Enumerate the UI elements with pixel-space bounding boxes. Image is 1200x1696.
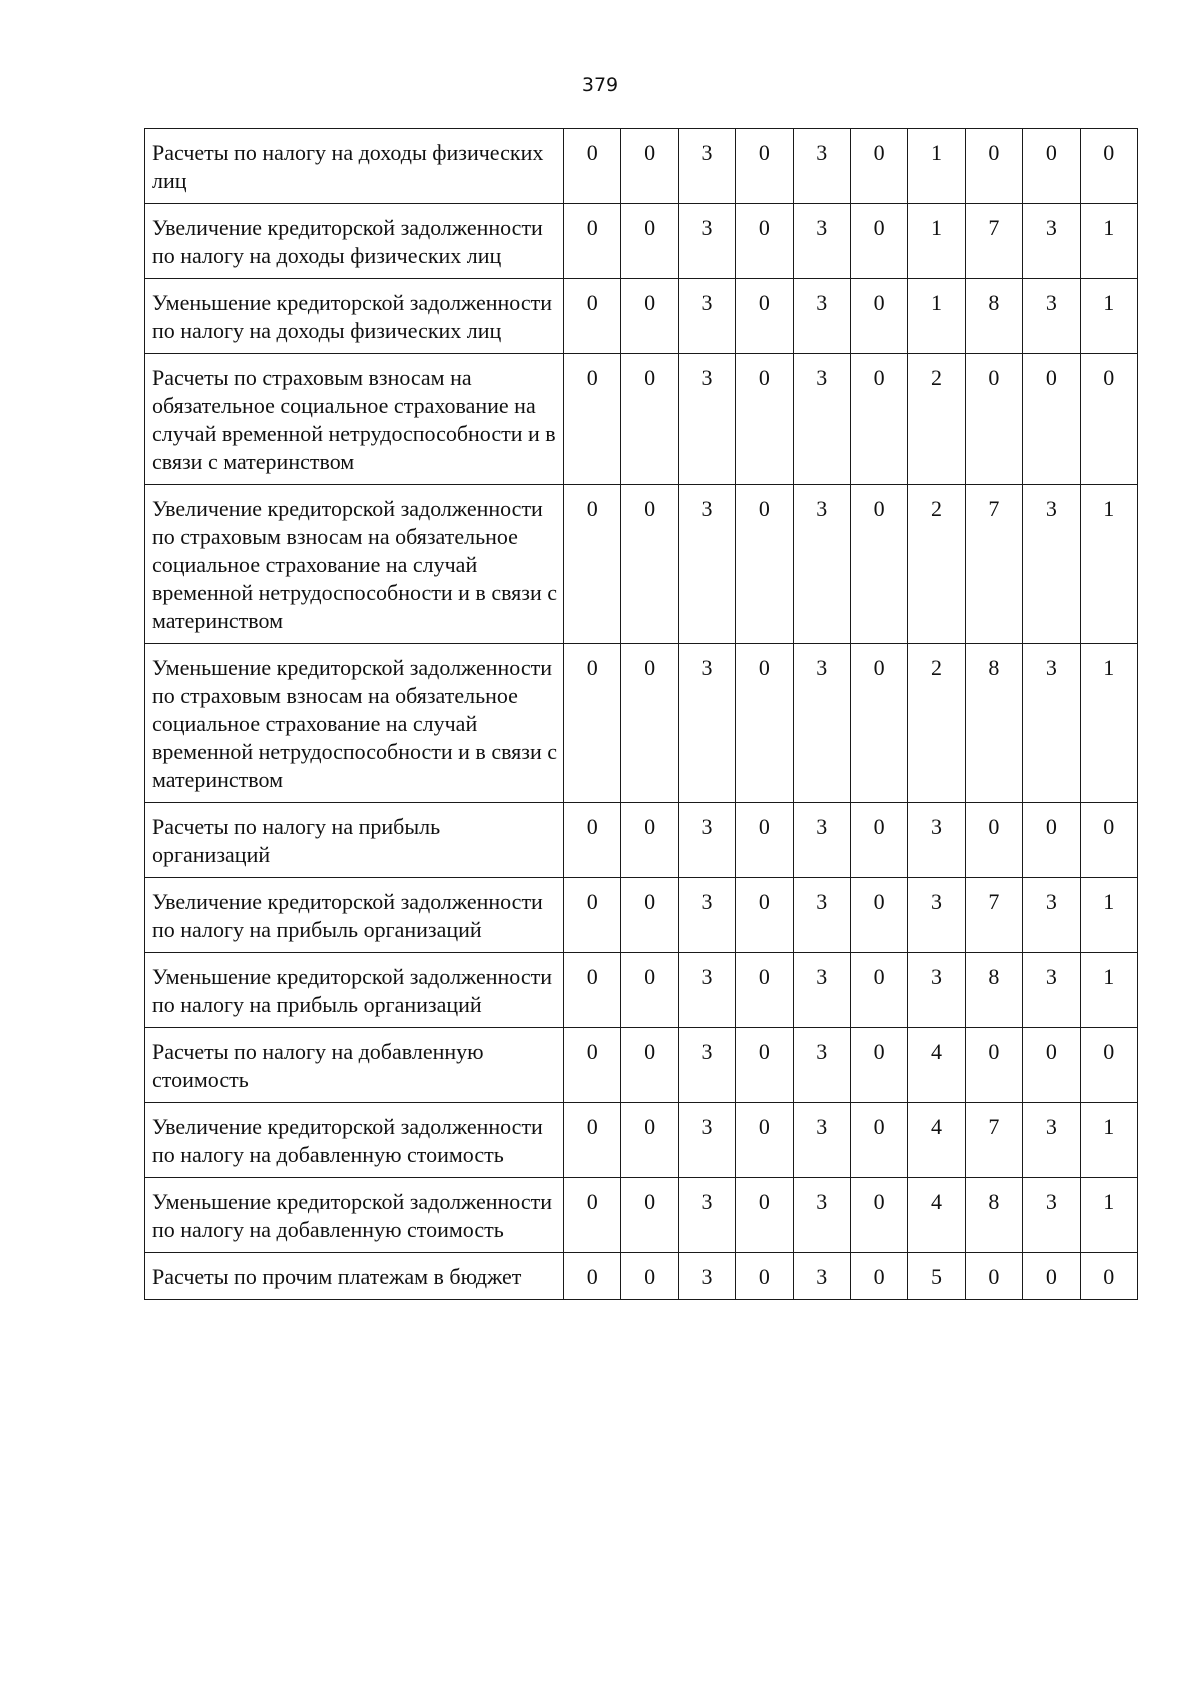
code-digit: 0 [736, 279, 793, 354]
code-digit: 0 [1080, 1253, 1137, 1300]
table-row [145, 953, 1138, 1028]
code-digit: 0 [564, 1028, 621, 1103]
code-digit: 1 [908, 204, 965, 279]
code-digit: 3 [1023, 204, 1080, 279]
code-digit: 0 [965, 129, 1022, 204]
code-digit: 0 [850, 279, 907, 354]
code-digit: 8 [965, 1178, 1022, 1253]
code-digit: 3 [678, 279, 735, 354]
code-digit: 0 [850, 485, 907, 644]
code-digit: 7 [965, 878, 1022, 953]
table-row [145, 279, 1138, 354]
code-digit: 1 [908, 129, 965, 204]
code-digit: 0 [850, 644, 907, 803]
code-digit: 1 [1080, 953, 1137, 1028]
table-row [145, 485, 1138, 644]
code-digit: 4 [908, 1103, 965, 1178]
code-digit: 4 [908, 1028, 965, 1103]
code-digit: 0 [1023, 1253, 1080, 1300]
table-row [145, 878, 1138, 953]
code-digit: 0 [1023, 1028, 1080, 1103]
code-digit: 0 [736, 1103, 793, 1178]
code-digit: 1 [1080, 1178, 1137, 1253]
code-digit: 3 [1023, 878, 1080, 953]
code-digit: 3 [908, 953, 965, 1028]
code-digit: 7 [965, 204, 1022, 279]
page-number: 379 [581, 74, 619, 96]
code-digit: 0 [564, 279, 621, 354]
code-digit: 0 [621, 1178, 678, 1253]
code-digit: 0 [736, 803, 793, 878]
code-digit: 0 [850, 953, 907, 1028]
code-digit: 1 [1080, 1103, 1137, 1178]
code-digit: 7 [965, 1103, 1022, 1178]
code-digit: 0 [736, 953, 793, 1028]
code-digit: 0 [736, 129, 793, 204]
code-digit: 4 [908, 1178, 965, 1253]
code-digit: 0 [736, 204, 793, 279]
code-digit: 1 [1080, 485, 1137, 644]
code-digit: 0 [736, 485, 793, 644]
table-row [145, 1028, 1138, 1103]
code-digit: 3 [793, 354, 850, 485]
row-label: Уменьшение кредиторской задолженности по страховым взносам на обязательное социальное страхование на случай временной нетрудоспособности и в связи с материнством [145, 644, 564, 803]
code-digit: 3 [678, 204, 735, 279]
code-digit: 1 [1080, 878, 1137, 953]
code-digit: 0 [621, 204, 678, 279]
table-row [145, 1253, 1138, 1300]
code-digit: 3 [793, 279, 850, 354]
table-row [145, 129, 1138, 204]
row-label: Расчеты по налогу на добавленную стоимость [145, 1028, 564, 1103]
row-label: Расчеты по налогу на доходы физических лиц [145, 129, 564, 204]
code-digit: 3 [1023, 485, 1080, 644]
account-codes-table [144, 128, 1138, 1300]
code-digit: 0 [1023, 803, 1080, 878]
code-digit: 3 [793, 204, 850, 279]
code-digit: 0 [564, 803, 621, 878]
code-digit: 1 [1080, 279, 1137, 354]
code-digit: 3 [678, 644, 735, 803]
code-digit: 0 [850, 354, 907, 485]
code-digit: 3 [793, 878, 850, 953]
code-digit: 0 [564, 953, 621, 1028]
code-digit: 2 [908, 485, 965, 644]
code-digit: 8 [965, 279, 1022, 354]
code-digit: 0 [564, 204, 621, 279]
code-digit: 3 [678, 1253, 735, 1300]
code-digit: 3 [793, 485, 850, 644]
code-digit: 0 [621, 1028, 678, 1103]
row-label: Увеличение кредиторской задолженности по налогу на прибыль организаций [145, 878, 564, 953]
code-digit: 0 [850, 1253, 907, 1300]
code-digit: 0 [564, 644, 621, 803]
code-digit: 2 [908, 354, 965, 485]
code-digit: 3 [678, 878, 735, 953]
code-digit: 1 [1080, 204, 1137, 279]
code-digit: 8 [965, 953, 1022, 1028]
code-digit: 3 [678, 1028, 735, 1103]
row-label: Увеличение кредиторской задолженности по страховым взносам на обязательное социальное страхование на случай временной нетрудоспособности и в связи с материнством [145, 485, 564, 644]
code-digit: 3 [908, 878, 965, 953]
code-digit: 1 [1080, 644, 1137, 803]
row-label: Расчеты по страховым взносам на обязательное социальное страхование на случай временной нетрудоспособности и в связи с материнством [145, 354, 564, 485]
code-digit: 0 [850, 803, 907, 878]
code-digit: 3 [678, 1103, 735, 1178]
code-digit: 3 [678, 485, 735, 644]
code-digit: 0 [621, 1103, 678, 1178]
code-digit: 3 [1023, 1178, 1080, 1253]
code-digit: 0 [621, 878, 678, 953]
code-digit: 3 [793, 1253, 850, 1300]
row-label: Расчеты по налогу на прибыль организаций [145, 803, 564, 878]
code-digit: 3 [678, 953, 735, 1028]
table-row [145, 644, 1138, 803]
code-digit: 0 [1023, 129, 1080, 204]
code-digit: 3 [793, 953, 850, 1028]
table-body [145, 129, 1138, 1300]
code-digit: 0 [965, 354, 1022, 485]
code-digit: 0 [736, 1028, 793, 1103]
code-digit: 0 [621, 485, 678, 644]
code-digit: 2 [908, 644, 965, 803]
code-digit: 3 [1023, 644, 1080, 803]
code-digit: 0 [621, 644, 678, 803]
code-digit: 3 [1023, 1103, 1080, 1178]
code-digit: 3 [678, 354, 735, 485]
code-digit: 0 [564, 354, 621, 485]
code-digit: 0 [850, 129, 907, 204]
code-digit: 0 [564, 1178, 621, 1253]
code-digit: 0 [564, 129, 621, 204]
code-digit: 0 [736, 878, 793, 953]
code-digit: 0 [850, 1028, 907, 1103]
table-row [145, 803, 1138, 878]
row-label: Уменьшение кредиторской задолженности по налогу на доходы физических лиц [145, 279, 564, 354]
row-label: Увеличение кредиторской задолженности по налогу на добавленную стоимость [145, 1103, 564, 1178]
code-digit: 3 [678, 1178, 735, 1253]
code-digit: 0 [736, 1253, 793, 1300]
code-digit: 0 [850, 204, 907, 279]
code-digit: 0 [564, 485, 621, 644]
code-digit: 0 [621, 129, 678, 204]
code-digit: 0 [564, 878, 621, 953]
code-digit: 3 [1023, 953, 1080, 1028]
code-digit: 0 [564, 1253, 621, 1300]
code-digit: 3 [678, 803, 735, 878]
code-digit: 0 [850, 878, 907, 953]
code-digit: 3 [1023, 279, 1080, 354]
code-digit: 8 [965, 644, 1022, 803]
code-digit: 3 [678, 129, 735, 204]
code-digit: 3 [793, 803, 850, 878]
code-digit: 5 [908, 1253, 965, 1300]
code-digit: 0 [1023, 354, 1080, 485]
code-digit: 0 [736, 354, 793, 485]
code-digit: 0 [1080, 1028, 1137, 1103]
code-digit: 3 [793, 1028, 850, 1103]
code-digit: 0 [1080, 129, 1137, 204]
code-digit: 0 [736, 644, 793, 803]
code-digit: 1 [908, 279, 965, 354]
code-digit: 0 [621, 279, 678, 354]
code-digit: 0 [850, 1178, 907, 1253]
code-digit: 3 [793, 1178, 850, 1253]
row-label: Уменьшение кредиторской задолженности по налогу на прибыль организаций [145, 953, 564, 1028]
code-digit: 0 [965, 1253, 1022, 1300]
table-row [145, 204, 1138, 279]
code-digit: 0 [965, 1028, 1022, 1103]
row-label: Расчеты по прочим платежам в бюджет [145, 1253, 564, 1300]
code-digit: 0 [621, 803, 678, 878]
code-digit: 3 [793, 644, 850, 803]
code-digit: 3 [793, 129, 850, 204]
code-digit: 0 [965, 803, 1022, 878]
code-digit: 3 [908, 803, 965, 878]
row-label: Уменьшение кредиторской задолженности по налогу на добавленную стоимость [145, 1178, 564, 1253]
code-digit: 0 [621, 354, 678, 485]
code-digit: 0 [564, 1103, 621, 1178]
code-digit: 0 [1080, 354, 1137, 485]
code-digit: 0 [621, 953, 678, 1028]
table-row [145, 1178, 1138, 1253]
code-digit: 0 [1080, 803, 1137, 878]
code-digit: 3 [793, 1103, 850, 1178]
code-digit: 0 [850, 1103, 907, 1178]
table-row [145, 1103, 1138, 1178]
code-digit: 0 [621, 1253, 678, 1300]
code-digit: 7 [965, 485, 1022, 644]
code-digit: 0 [736, 1178, 793, 1253]
row-label: Увеличение кредиторской задолженности по налогу на доходы физических лиц [145, 204, 564, 279]
table-row [145, 354, 1138, 485]
